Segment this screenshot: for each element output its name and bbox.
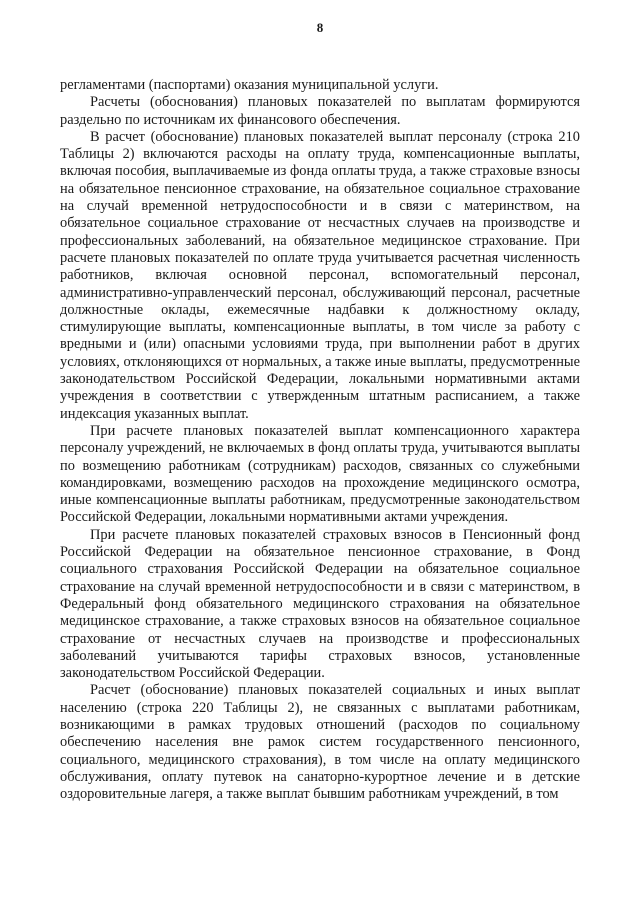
paragraph-continuation: регламентами (паспортами) оказания муниципальной услуги. <box>60 77 439 93</box>
paragraph: Расчеты (обоснования) плановых показателей по выплатам формируются раздельно по источникам их финансового обеспечения. <box>60 94 580 128</box>
paragraph: Расчет (обоснование) плановых показателей социальных и иных выплат населению (строка 220 Таблицы 2), не связанных с выплатами работникам, возникающими в рамках трудовых отношений (расходов по социальному обеспечению населения вне рамок систем государственного пенсионного, социального, медицинского страхования), в том числе на оплату медицинского обслуживания, оплату путевок на санаторно-курортное лечение и в детские оздоровительные лагеря, а также выплат бывшим работникам учреждений, в том <box>60 682 580 803</box>
document-body <box>60 77 580 803</box>
paragraph: В расчет (обоснование) плановых показателей выплат персоналу (строка 210 Таблицы 2) включаются расходы на оплату труда, компенсационные выплаты, включая пособия, выплачиваемые из фонда оплаты труда, а также страховые взносы на обязательное пенсионное страхование, на обязательное социальное страхование на случай временной нетрудоспособности и в связи с материнством, на обязательное социальное страхование от несчастных случаев на производстве и профессиональных заболеваний, на обязательное медицинское страхование. При расчете плановых показателей по оплате труда учитывается расчетная численность работников, включая основной персонал, вспомогательный персонал, административно-управленческий персонал, обслуживающий персонал, расчетные должностные оклады, ежемесячные надбавки к должностному окладу, стимулирующие выплаты, компенсационные выплаты, в том числе за работу с вредными и (или) опасными условиями труда, при выполнении работ в других условиях, отклоняющихся от нормальных, а также иные выплаты, предусмотренные законодательством Российской Федерации, локальными нормативными актами учреждения в соответствии с утвержденным штатным расписанием, а также индексация указанных выплат. <box>60 128 580 422</box>
page-number: 8 <box>316 20 324 35</box>
paragraph: При расчете плановых показателей выплат компенсационного характера персоналу учреждений, не включаемых в фонд оплаты труда, учитываются выплаты по возмещению работникам (сотрудникам) расходов, связанных со служебными командировками, возмещению расходов на прохождение медицинского осмотра, иные компенсационные выплаты работникам, предусмотренные законодательством Российской Федерации, локальными нормативными актами учреждения. <box>60 422 580 526</box>
paragraph: При расчете плановых показателей страховых взносов в Пенсионный фонд Российской Федерации на обязательное пенсионное страхование, в Фонд социального страхования Российской Федерации на обязательное социальное страхование на случай временной нетрудоспособности и в связи с материнством, в Федеральный фонд обязательного медицинского страхования на обязательное медицинское страхование, а также страховых взносов на обязательное социальное страхование от несчастных случаев на производстве и профессиональных заболеваний учитываются тарифы страховых взносов, установленные законодательством Российской Федерации. <box>60 526 580 682</box>
